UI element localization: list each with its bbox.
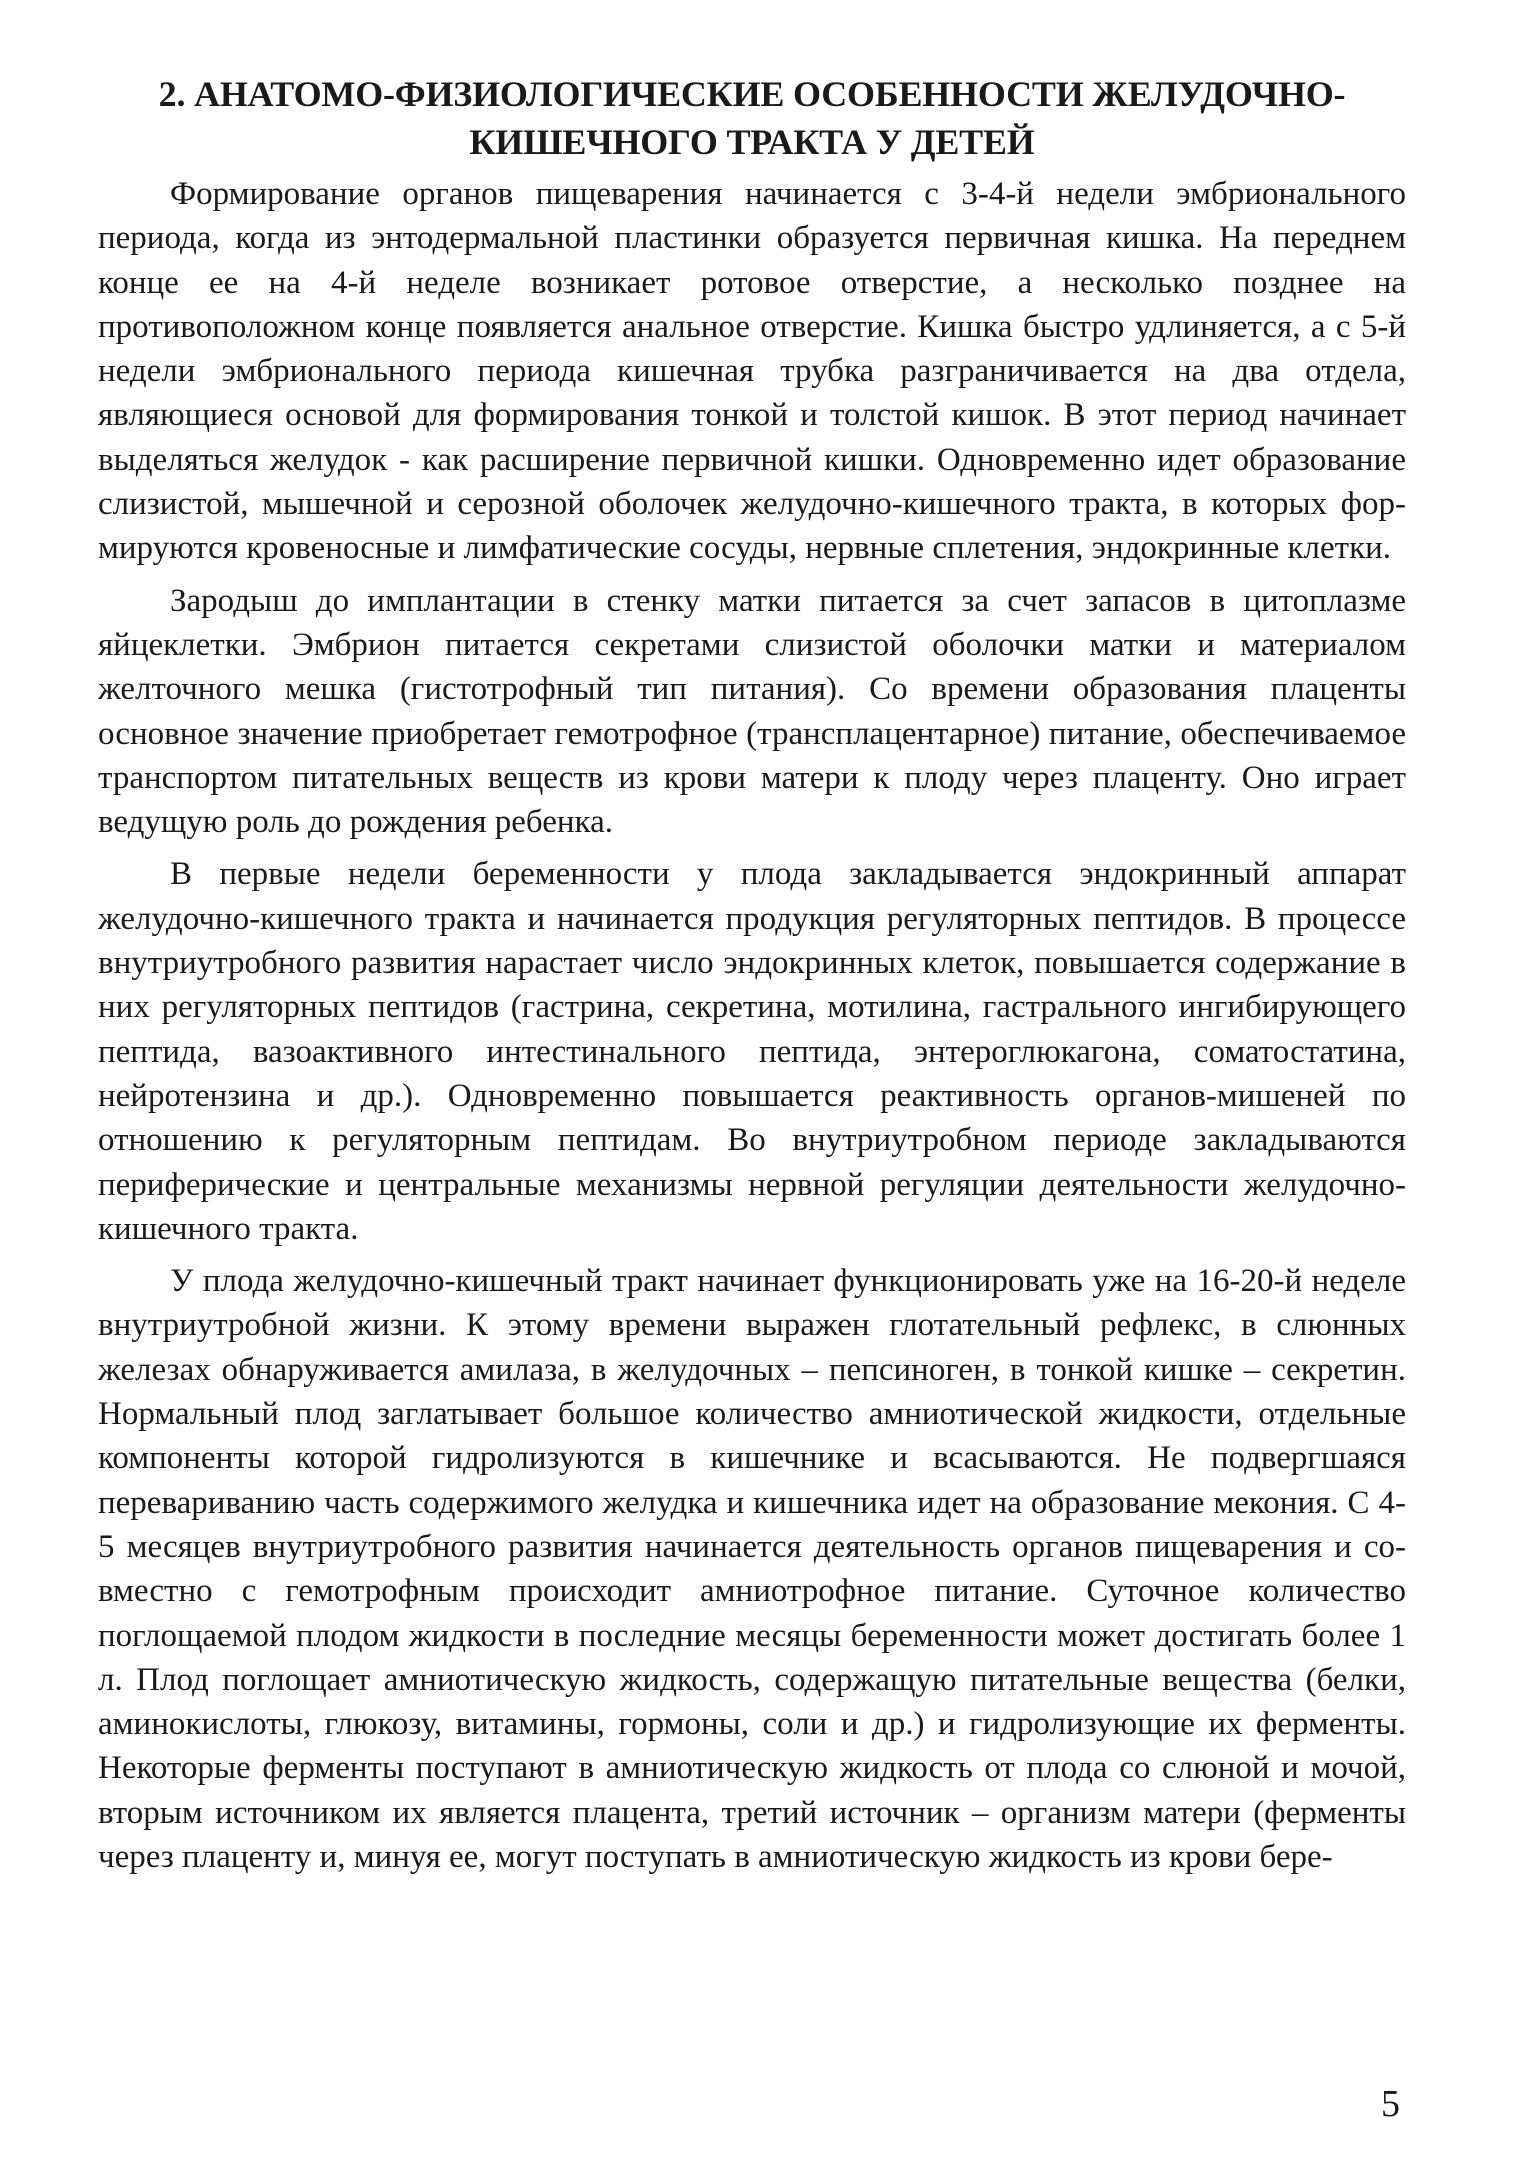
paragraph-3: В первые недели беременности у плода закладывается эндокринный аппарат желудочно-кишечного тракта и начинается продукция регуляторных пептидов. В процессе внутриутробного развития нарастает число эндокринных клеток, повышается содержание в них регуляторных пептидов (гастрина, секретина, мотилина, гастрального ингибирующего пептида, вазоактивного интестинального пептида, энтероглюкагона, соматостатина, нейротензина и др.). Одновременно повышается реактивность органов-мишеней по отношению к регуляторным пептидам. Во внутриутробном периоде закладываются периферические и центральные механизмы нервной регуляции деятельности желудочно-кишечного тракта.: [98, 856, 1406, 1247]
section-title-line-2: КИШЕЧНОГО ТРАКТА У ДЕТЕЙ: [469, 122, 1035, 162]
paragraph-1: Формирование органов пищеварения начинается с 3-4-й недели эмбрионального периода, когда из энтодермальной пластинки образуется первичная кишка. На переднем конце ее на 4-й неделе возникает ротовое отверстие, а несколько позднее на противоположном конце появляется анальное отверстие. Кишка быстро удлиняется, а с 5-й недели эмбрионального периода кишечная трубка разграничивается на два отдела, являющиеся основой для формирования тонкой и толстой кишок. В этот период начинает выделяться желудок - как расширение первичной кишки. Одновременно идет образование слизистой, мышечной и серозной оболочек желудочно-кишечного тракта, в которых формируются кровеносные и лимфатические сосуды, нервные сплетения, эндокринные клетки.: [98, 176, 1406, 567]
page-content: [98, 70, 1406, 1879]
paragraph-2: Зародыш до имплантации в стенку матки питается за счет запасов в цитоплазме яйцеклетки. Эмбрион питается секретами слизистой оболочки матки и материалом желточного мешка (гистотрофный тип питания). Со времени образования плаценты основное значение приобретает гемотрофное (трансплацентарное) питание, обеспечиваемое транспортом питательных веществ из крови матери к плоду через плаценту. Оно играет ведущую роль до рождения ребенка.: [98, 582, 1406, 841]
section-title: [98, 70, 1406, 166]
section-title-line-1: 2. АНАТОМО-ФИЗИОЛОГИЧЕСКИЕ ОСОБЕННОСТИ ЖЕЛУДОЧНО-: [158, 74, 1346, 114]
page-number: 5: [1381, 2083, 1400, 2125]
paragraph-4: У плода желудочно-кишечный тракт начинает функционировать уже на 16-20-й неделе внутриутробной жизни. К этому времени выражен глотательный рефлекс, в слюнных железах обнаруживается амилаза, в желудочных – пепсиноген, в тонкой кишке – секретин. Нормальный плод заглатывает большое количество амниотической жидкости, отдельные компоненты которой гидролизуются в кишечнике и всасываются. Не подвергшаяся перевариванию часть содержимого желудка и кишечника идет на образование мекония. С 4-5 месяцев внутриутробного развития начинается деятельность органов пищеварения и совместно с гемотрофным происходит амниотрофное питание. Суточное количество поглощаемой плодом жидкости в последние месяцы беременности может достигать более 1 л. Плод поглощает амниотическую жидкость, содержащую питательные вещества (белки, аминокислоты, глюкозу, витамины, гормоны, соли и др.) и гидролизующие их ферменты. Некоторые ферменты поступают в амниотическую жидкость от плода со слюной и мочой, вторым источником их является плацента, третий источник – организм матери (ферменты через плаценту и, минуя ее, могут поступать в амниотическую жидкость из крови бере-: [98, 1263, 1406, 1875]
